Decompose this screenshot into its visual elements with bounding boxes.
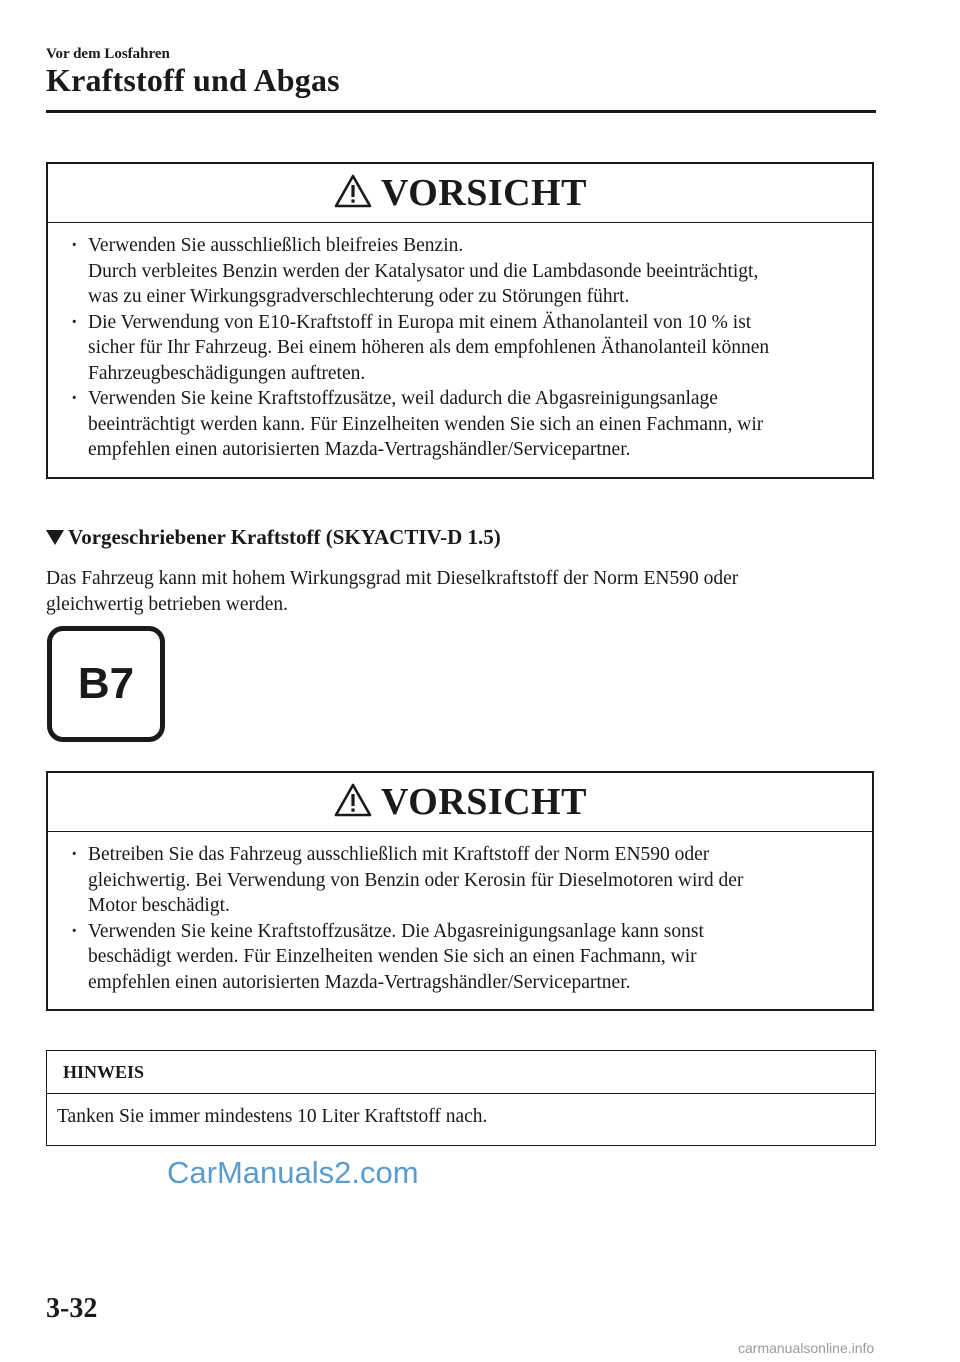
page-number: 3-32	[46, 1293, 98, 1324]
b7-fuel-label-icon: B7	[47, 626, 165, 742]
caution-item: · Verwenden Sie keine Kraftstoffzusätze. Die Abgasreinigungsanlage kann sonst beschädigt werden. Für Einzelheiten wenden Sie sich an einen Fachmann, wir empfehlen einen autorisierten Mazda-Vertragshändler/Servicepartner.	[66, 919, 860, 996]
section-heading: Vorgeschriebener Kraftstoff (SKYACTIV-D 1.5)	[46, 525, 501, 550]
caution-header	[48, 164, 872, 223]
site-watermark: carmanualsonline.info	[738, 1340, 875, 1356]
caution-body	[48, 223, 872, 471]
section-label: Vor dem Losfahren	[46, 46, 170, 62]
caution-item: · Verwenden Sie ausschließlich bleifreies Benzin. Durch verbleites Benzin werden der Katalysator und die Lambdasonde beeinträchtigt, was zu einer Wirkungsgradverschlechterung oder zu Störungen führt.	[66, 233, 860, 310]
watermark: CarManuals2.com	[167, 1155, 419, 1190]
caution-item: · Die Verwendung von E10-Kraftstoff in Europa mit einem Äthanolanteil von 10 % ist sicher für Ihr Fahrzeug. Bei einem höheren als dem empfohlenen Äthanolanteil können Fahrzeugbeschädigungen auftreten.	[66, 310, 860, 387]
triangle-down-icon	[46, 530, 64, 545]
note-box	[46, 1050, 876, 1146]
caution-title: VORSICHT	[381, 781, 587, 823]
header-rule	[46, 110, 876, 113]
page-title: Kraftstoff und Abgas	[46, 62, 340, 98]
warning-triangle-icon	[333, 173, 373, 214]
caution-item: · Betreiben Sie das Fahrzeug ausschließlich mit Kraftstoff der Norm EN590 oder gleichwertig. Bei Verwendung von Benzin oder Kerosin für Dieselmotoren wird der Motor beschädigt.	[66, 842, 860, 919]
caution-title: VORSICHT	[381, 172, 587, 214]
caution-header	[48, 773, 872, 832]
caution-item: · Verwenden Sie keine Kraftstoffzusätze, weil dadurch die Abgasreinigungsanlage beeinträchtigt werden kann. Für Einzelheiten wenden Sie sich an einen Fachmann, wir empfehlen einen autorisierten Mazda-Vertragshändler/Servicepartner.	[66, 386, 860, 463]
caution-box-petrol	[46, 162, 874, 479]
warning-triangle-icon	[333, 782, 373, 823]
caution-body	[48, 832, 872, 1003]
fuel-paragraph: Das Fahrzeug kann mit hohem Wirkungsgrad mit Dieselkraftstoff der Norm EN590 oder gleichwertig betrieben werden.	[46, 568, 739, 615]
note-text: Tanken Sie immer mindestens 10 Liter Kraftstoff nach.	[57, 1106, 488, 1127]
note-title: HINWEIS	[47, 1051, 875, 1094]
caution-box-diesel	[46, 771, 874, 1011]
